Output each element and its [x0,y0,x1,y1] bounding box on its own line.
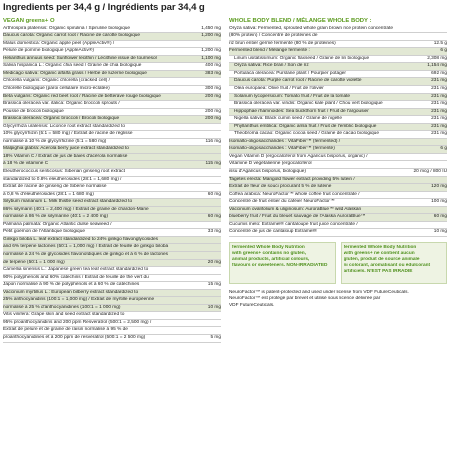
ingredient-row [229,71,447,79]
ingredient-row [3,222,221,230]
ingredients-title: Ingredients per 34,4 g / Ingrédients par 34,4 g [3,2,205,13]
vegan-greens-column [3,18,221,343]
ingredient-row [229,94,447,102]
ingredient-amount: 383 mg [205,70,221,76]
whole-body-list [229,26,447,237]
ingredient-amount: 692 mg [431,70,447,76]
claim-box-english [229,242,336,284]
ingredient-row [3,33,221,41]
ingredient-text: Oryza sativa: Rice bran / Son de riz [234,63,309,69]
ingredient-row [3,244,221,252]
ingredient-text: Olea europaea: Olive fruit / Fruit de l'olivier [234,85,324,91]
ingredient-text: 95% proanthocyanidins and 200 ppm Resveratrol (500:1 = 2,500 mg) / [3,319,152,325]
ingredient-text: Eleutherococcus senticosus: Siberian ginseng root extract [3,168,125,174]
ingredient-text: Vitamine D végétalienne (ergocalciférol [229,161,312,167]
ingredient-row [3,116,221,124]
whole-body-column [229,18,447,309]
ingredient-text: Helianthus annuus seed: Sunflower lecithin / Lécithine issue de tournesol [3,55,157,61]
ingredient-amount: 100 mg [431,199,447,205]
ingredient-text: Hippophae rhamnoides: Sea buckthorn fruit / Fruit de l'argousier [234,108,369,114]
ingredient-text: Palmaria palmata: Organic Atlantic dulse seaweed / [3,221,112,227]
ingredient-amount: 6 g [440,146,447,152]
ingredient-row [3,184,221,192]
text-line: NeuroFactor™ est protégé par brevet et utilisé sous licence délivrée par [229,296,381,302]
ingredient-text: Japon normalisé à 90 % de polyphénols et à 60 % de catéchines [3,282,140,288]
ingredient-text: Isomalto-oligosaccharides : VitaFiber™ (fermented) / [229,138,341,144]
ingredient-amount: 200 mg [205,108,221,114]
ingredient-amount: 10 mg [433,229,447,235]
text-line: with greens+ contains no gluten, [232,251,307,256]
vegan-greens-list [3,26,221,343]
vegan-greens-heading: VEGAN greens+ O [3,18,55,24]
ingredient-text: Ginkgo biloba L. leaf extract standardized to 24% ginkgo flavonglycosides [3,236,158,242]
ingredient-row [3,207,221,215]
ingredient-amount: 231 mg [431,116,447,122]
ingredient-amount: 116 mg [205,138,221,144]
ingredient-text: Brassica oleracea var. italica: Organic broccoli sprouts / [3,101,120,107]
ingredient-row [229,48,447,56]
ingredient-row [3,131,221,139]
ingredient-amount: 1,450 mg [201,25,221,31]
ingredient-row [3,260,221,268]
ingredient-text: 18% Vitamin C / Extrait de jus de baies d'acérola normalisé [3,153,128,159]
ingredient-row [3,177,221,185]
ingredient-row [229,78,447,86]
ingredient-text: Extrait de pelure et de graine de raisin normalisé à 95 % de [3,327,128,333]
ingredient-row [229,33,447,41]
text-line: ni colorant, aromatisant ou édulcorant [343,263,431,269]
text-line: fermented Whole Body Nutrition [343,244,417,250]
ingredient-row [229,139,447,147]
ingredient-text: Fermented blend / Mélange fermenté : [229,48,310,54]
ingredient-row [3,252,221,260]
ingredient-row [3,214,221,222]
ingredient-row [3,267,221,275]
ingredient-text: Brassica oleracea: Organic broccoli / Brocoli biologique [3,116,120,122]
ingredient-row [229,109,447,117]
ingredient-amount: 10 mg [207,304,221,310]
ingredient-row [229,214,447,222]
ingredient-amount: 2,308 mg [427,55,447,61]
ingredient-row [3,297,221,305]
ingredient-text: Pelure de pomme biologique (AppleActiv®) [3,48,94,54]
ingredient-amount: 231 mg [431,123,447,129]
ingredient-text: Extrait de racine de ginseng de Sibérie normalisé [3,184,107,190]
ingredient-row [3,63,221,71]
ingredient-row [3,139,221,147]
ingredient-text: Portulaca oleracea: Purslane plant / Pourpier potager [234,70,346,76]
ingredient-row [3,94,221,102]
ingredient-text: Brassica oleracea var. viridis: Organic kale plant / Chou vert biologique [234,101,383,107]
ingredient-text: Theobroma cacao: Organic cocoa seed / Graine de cacao biologique [234,131,379,137]
ingredient-text: Cucumis melo: Extramel® cantaloupe fruit juice concentrate / [229,221,358,227]
ingredient-text: 25% anthocyanidins (100:1 = 1,000 mg) / Extrait de myrtille européenne [3,297,155,303]
ingredient-text: Isomalto-oligosaccharides : VitaFiber™ (fermenté) [229,146,335,152]
ingredient-amount: 231 mg [431,85,447,91]
ingredient-row [229,101,447,109]
ingredient-amount: 200 mg [205,116,221,122]
ingredient-text: Extrait de fleur de souci procurant 5 % de lutéine [229,184,332,190]
ingredient-row [3,109,221,117]
ingredient-row [3,78,221,86]
ingredient-row [3,275,221,283]
ingredient-text: proanthocyanidines et à 200 ppm de resvératrol (500:1 = 2 500 mg) [3,335,146,341]
ingredient-text: Daucus carota: Organic carrot root / Racine de carotte biologique [3,33,141,39]
ingredient-text: normalisé à 86 % de silymarine (40:1 = 2 400 mg) [3,214,108,220]
ingredient-row [3,327,221,335]
ingredient-row [229,131,447,139]
ingredient-amount: 231 mg [431,131,447,137]
ingredient-text: à 0,8 % d'éleuthérosides (28:1 = 1 680 mg) [3,191,94,197]
ingredient-amount: 200 mg [205,93,221,99]
ingredient-text: and 6% terpene lactones (50:1 = 1,000 mg) / Extrait de feuille de ginkgo biloba [3,244,169,250]
ingredient-text: Malus domestica: Organic apple peel (AppleActiv®) / [3,40,115,46]
ingredient-row [3,169,221,177]
ingredient-amount: 5 mg [210,335,221,341]
ingredient-amount: 12.5 g [433,40,447,46]
ingredient-row [229,26,447,34]
ingredient-row [229,222,447,230]
claims-boxes [229,242,447,284]
ingredient-text: Nigella sativa: Black cumin seed / Graine de nigelle [234,116,342,122]
ingredient-amount: 60 mg [207,214,221,220]
ingredient-text: à 18 % de vitamine C [3,161,49,167]
ingredient-amount: 231 mg [431,101,447,107]
ingredient-text: Linum usitatissimum: Organic flaxseed / Graine de lin biologique [234,55,370,61]
ingredient-text: de terpène (50:1 = 1 000 mg) [3,259,65,265]
ingredient-amount: 1,200 mg [201,33,221,39]
ingredient-text: (80% protein) / Concentré de protéines de [229,33,318,39]
ingredient-amount: 20 mg [207,259,221,265]
ingredient-amount: 300 mg [205,85,221,91]
neurofactor-note [229,290,447,309]
ingredient-text: Silybum marianum L. Milk thistle seed extract standardized to [3,199,133,205]
ingredient-text: normalisé à 24 % de glycosides flavonoïdiques de ginkgo et à 6 % de lactones [3,252,169,257]
ingredient-text: Glycyrrhiza uralensis: Licorice root extract standardized to [3,123,125,129]
ingredient-row [229,154,447,162]
ingredient-row [229,124,447,132]
ingredient-text: Concentré de fruit entier du caféier NeuroFactor™ [229,199,335,205]
ingredient-text: Tagetes erecta: Marigold flower extract providing 5% lutein / [229,176,355,182]
ingredient-text: normalisé à 10 % de glycyrrhizine (5:1 = 580 mg) [3,138,107,144]
text-line: NeuroFactor™ is patent-protected and used under license from VDF FutureCeuticals. [229,289,409,295]
ingredient-row [229,161,447,169]
ingredient-text: Solanum lycopersicum: Tomato fruit / Fruit de la tomate [234,93,351,99]
ingredient-text: Daucus carota: Purple carrot root / Racine de carotte violette [234,78,362,84]
ingredient-row [3,312,221,320]
ingredient-text: Vitis vinifera: Grape skin and seed extract standardized to [3,312,125,318]
text-line: animal products, artificial colours, [232,257,310,263]
ingredient-row [3,48,221,56]
ingredient-text: riz brun entier germé fermenté (80 % de protéines) [229,40,336,46]
ingredient-text: 86% silymarin (40:1 = 2,400 mg) / Extrait de graine de chardon-Marie [3,206,149,212]
ingredient-row [229,146,447,154]
ingredient-text: 10% glycyrrhizin (5:1 = 580 mg) / Extrait de racine de réglisse [3,131,133,137]
ingredient-row [3,237,221,245]
ingredient-row [229,229,447,237]
ingredient-row [3,320,221,328]
ingredient-text: Medicago sativa: Organic alfalfa grass / Herbe de luzerne biologique [3,70,147,76]
ingredient-row [229,116,447,124]
ingredient-text: Phyllanthus emblica: Organic amla fruit / Fruit de l'emblic biologique [234,123,377,129]
ingredient-text: Salvia hispanica L.: Organic chia seed / Graine de chia biologique [3,63,142,69]
ingredient-text: Concentré de jus de cantaloup Extramel® [229,229,317,235]
text-line: artificiels. N'EST PAS IRRADIÉ [343,269,413,275]
ingredient-text: blueberry fruit / Fruit du bleuet sauvage de l'Alaska AuroraBlue™ [229,214,366,220]
ingredient-row [3,26,221,34]
ingredient-amount: 231 mg [431,78,447,84]
ingredient-row [3,161,221,169]
ingredient-row [229,41,447,49]
ingredient-amount: 115 mg [205,161,221,167]
ingredient-text: Pousse de brocoli biologique [3,108,64,114]
ingredient-text: normalisé à 25 % d'anthocyanidines (100:1 = 1 000 mg) [3,304,121,310]
ingredient-text: issu d'Agaricus bisporus, biologique) [229,168,306,174]
ingredient-row [3,282,221,290]
ingredient-text: Chlorella vulgaris: Organic chlorella (cracked cell) / [3,78,110,84]
ingredient-row [229,177,447,185]
ingredient-text: Oryza sativa: Fermented, sprouted whole grain brown rice protein concentrate [229,25,393,31]
ingredient-text: Chlorelle biologique (paroi cellulaire micro-éclatée) [3,85,110,91]
text-line: with greens+ ne contient aucun [343,251,415,256]
whole-body-heading: WHOLE BODY BLEND / MÉLANGE WHOLE BODY : [229,18,372,24]
ingredient-row [3,192,221,200]
ingredient-text: standardized to 0.8% eleutherosides (28:1 = 1,680 mg) / [3,176,122,182]
text-line: VDF FutureCeuticals. [229,302,275,308]
ingredient-row [3,146,221,154]
ingredient-text: 90% polyphenols and 60% catechins / Extrait de feuille de thé vert du [3,274,149,280]
text-line: fermented Whole Body Nutrition [232,244,305,250]
ingredient-amount: 20 mcg / 800 IU [413,168,447,174]
ingredient-amount: 6 g [440,48,447,54]
ingredient-amount: 231 mg [431,108,447,114]
ingredient-amount: 1,100 mg [201,55,221,61]
ingredient-row [3,229,221,237]
ingredient-row [3,86,221,94]
ingredient-text: Vaccinium ovalifolium & uliginosum: AuroraBlue™ wild Alaskan [229,206,362,212]
ingredient-amount: 1,154 mg [427,63,447,69]
ingredient-text: Petit goémon de l'Atlantique biologique [3,229,85,235]
ingredient-text: Beta vulgaris: Organic red beet root / Racine de betterave rouge biologique [3,93,161,99]
ingredient-row [229,63,447,71]
ingredient-row [3,71,221,79]
ingredient-amount: 231 mg [431,93,447,99]
ingredient-row [229,192,447,200]
ingredient-row [3,305,221,313]
ingredient-amount: 400 mg [205,63,221,69]
ingredient-amount: 15 mg [207,282,221,288]
ingredient-row [229,207,447,215]
ingredient-row [3,335,221,343]
ingredient-amount: 1,200 mg [201,48,221,54]
ingredient-amount: 33 mg [207,229,221,235]
ingredient-row [229,169,447,177]
ingredient-text: Coffea arabica: NeuroFactor™ whole coffee fruit concentrate / [229,191,360,197]
ingredient-row [3,56,221,64]
text-line: flavours or sweeteners. NON-IRRADIATED [232,263,328,269]
ingredient-row [3,199,221,207]
ingredient-row [3,41,221,49]
ingredient-row [3,290,221,298]
ingredient-text: Arthrospira platensis: Organic spirulina / Spiruline biologique [3,25,130,31]
ingredient-text: Vaccinium myrtillus L.: European bilberry extract standardized to [3,289,139,295]
claim-box-french [341,242,448,284]
ingredient-amount: 60 mg [207,191,221,197]
ingredient-row [229,199,447,207]
ingredient-row [3,101,221,109]
ingredient-row [229,56,447,64]
ingredient-row [3,154,221,162]
ingredient-row [229,86,447,94]
ingredient-amount: 120 mg [431,184,447,190]
ingredient-text: Camellia sinensis L.: Japanese green tea leaf extract standardized to [3,267,149,273]
ingredient-row [3,124,221,132]
ingredient-amount: 60 mg [433,214,447,220]
ingredient-text: Vegan Vitamin D (ergocalciferol from Agaricus bisporus, organic) / [229,153,368,159]
text-line: gluten, produit de source animale [343,257,420,263]
ingredient-text: Malpighia glabra: Acerola berry juice extract standardized to [3,146,129,152]
ingredient-row [229,184,447,192]
